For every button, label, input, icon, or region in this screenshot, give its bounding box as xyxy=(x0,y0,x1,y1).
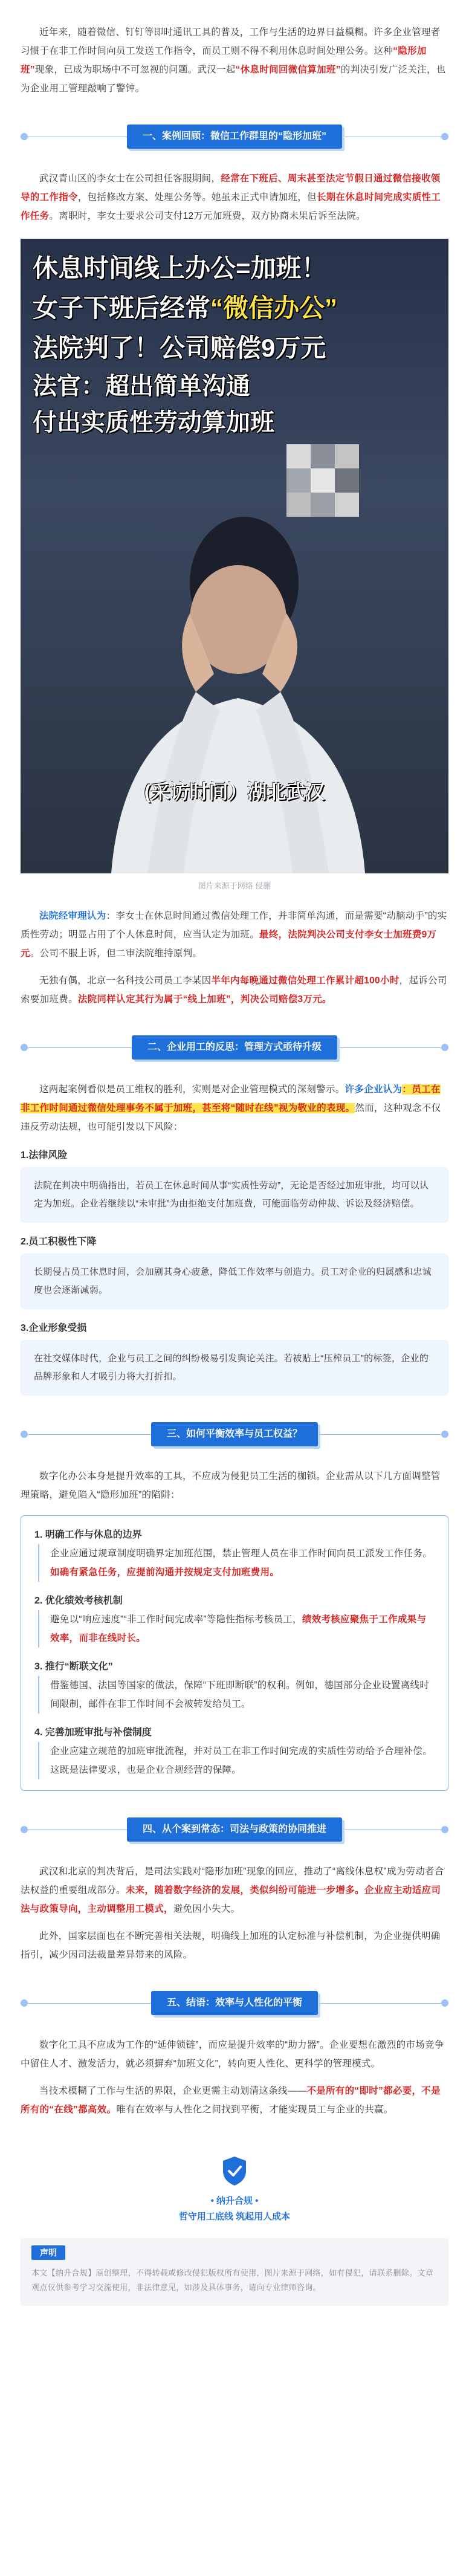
trend-paragraph-2: 此外，国家层面也在不断完善相关法规，明确线上加班的认定标准与补偿机制，为企业提供明确指引，减少因司法裁量差异带来的风险。 xyxy=(21,1931,441,1960)
declaration-box xyxy=(21,2238,448,2306)
footer-slogan: 哲守用工底线 筑起用人成本 xyxy=(178,2212,291,2222)
section-heading-1: 一、案例回顾：微信工作群里的“隐形加班” xyxy=(21,118,448,156)
news-caption: (采访时间）湖北武汉 xyxy=(144,781,325,803)
news-headline: 休息时间线上办公=加班！ 女子下班后经常“微信办公” 法院判了！公司赔偿9万元 法官：超出简单沟通 付出实质性劳动算加班 xyxy=(33,254,338,436)
section-heading-2: 二、企业用工的反思：管理方式亟待升级 xyxy=(21,1029,448,1067)
section-heading-5: 五、结语：效率与人性化的平衡 xyxy=(21,1985,448,2022)
risk-item-2: 2.员工积极性下降 长期侵占员工休息时间，会加剧其身心疲惫，降低工作效率与创造力。员工对企业的归属感和忠诚度也会逐渐减弱。 xyxy=(21,1234,448,1309)
ruling-paragraph-2: 无独有偶，北京一名科技公司员工李某因半年内每晚通过微信处理工作累计超100小时，起诉公司索要加班费。法院同样认定其行为属于“线上加班”，判决公司赔偿3万元。 xyxy=(21,976,447,1005)
intro-section xyxy=(0,0,469,98)
measure-item-3: 3. 推行“断联文化” 借鉴德国、法国等国家的做法，保障“下班即断联”的权利。例如，德国部分企业设置离线时间限制，邮件在非工作时间不会被转发给员工。 xyxy=(34,1659,435,1714)
measure-item-4: 4. 完善加班审批与补偿制度 企业应建立规范的加班审批流程，并对员工在非工作时间完成的实质性劳动给予合理补偿。这既是法律要求，也是企业合规经营的保障。 xyxy=(34,1724,435,1779)
balance-list xyxy=(21,1515,448,1791)
stressed-person-image xyxy=(75,493,401,873)
intro-paragraph: 近年来，随着微信、钉钉等即时通讯工具的普及，工作与生活的边界日益模糊。许多企业管理者习惯于在非工作时间向员工发送工作指令，而员工则不得不利用休息时间处理公务。这种“隐形加班”现象，已成为职场中不可忽视的问题。武汉一起“休息时间回微信算加班”的判决引发广泛关注，也为企业用工管理敲响了警钟。 xyxy=(21,27,446,94)
footer-brand: • 纳升合规 • xyxy=(210,2196,259,2206)
section-heading-3: 三、如何平衡效率与员工权益？ xyxy=(21,1416,448,1454)
shield-check-icon xyxy=(221,2155,248,2187)
news-image xyxy=(21,239,448,873)
section-heading-4: 四、从个案到常态：司法与政策的协同推进 xyxy=(21,1811,448,1849)
risk-item-1: 1.法律风险 法院在判决中明确指出，若员工在休息时间从事“实质性劳动”，无论是否经过加班审批，均可以认定为加班。企业若继续以“未审批”为由拒绝支付加班费，可能面临劳动仲裁、诉讼及经济赔偿。 xyxy=(21,1147,448,1223)
reflection-paragraph: 这两起案例看似是员工维权的胜利，实则是对企业管理模式的深刻警示。许多企业认为：员工在非工作时间通过微信处理事务不属于加班，甚至将“随时在线”视为敬业的表现。然而，这种观念不仅违反劳动法规，也可能引发以下风险： xyxy=(21,1084,441,1132)
declaration-text: 本文【纳升合规】原创整理，不得转载或修改侵犯版权所有使用，图片来源于网络，如有侵犯，请联系删除。文章观点仅供参考学习交流使用，非法律意见，如涉及具体事务，请向专业律师咨询。 xyxy=(31,2268,434,2292)
risk-item-3: 3.企业形象受损 在社交媒体时代，企业与员工之间的纠纷极易引发舆论关注。若被贴上“压榨员工”的标签，企业的品牌形象和人才吸引力将大打折扣。 xyxy=(21,1320,448,1396)
ruling-paragraph-1: 法院经审理认为：李女士在休息时间通过微信处理工作，并非简单沟通，而是需要“动脑动手”的实质性劳动；明显占用了个人休息时间，应当认定为加班。最终，法院判决公司支付李女士加班费9万元。公司不服上诉，但二审法院维持原判。 xyxy=(21,911,447,959)
case-paragraph: 武汉青山区的李女士在公司担任客服期间，经常在下班后、周末甚至法定节假日通过微信接收领导的工作指令，包括修改方案、处理公务等。她虽未正式申请加班，但长期在休息时间完成实质性工作任务。离职时，李女士要求公司支付12万元加班费，双方协商未果后诉至法院。 xyxy=(21,173,441,221)
declaration-title: 声明 xyxy=(31,2245,65,2260)
mosaic-blur xyxy=(286,444,359,529)
balance-intro: 数字化办公本身是提升效率的工具，不应成为侵犯员工生活的枷锁。企业需从以下几方面调整管理策略，避免陷入“隐形加班”的陷阱： xyxy=(21,1471,441,1500)
image-credit: 图片来源于网络 侵删 xyxy=(198,881,271,890)
conclusion-paragraph-1: 数字化工具不应成为工作的“延伸锁链”，而应是提升效率的“助力器”。企业要想在激烈的市场竞争中留住人才、激发活力，就必须摒弃“加班文化”，转向更人性化、更科学的管理模式。 xyxy=(21,2040,444,2069)
footer-badge xyxy=(0,2155,469,2225)
ruling-section xyxy=(0,907,469,1009)
measure-item-2: 2. 优化绩效考核机制 避免以“响应速度”“非工作时间完成率”等隐性指标考核员工，绩效考核应聚焦于工作成果与效率，而非在线时长。 xyxy=(34,1593,435,1648)
trend-paragraph-1: 武汉和北京的判决背后，是司法实践对“隐形加班”现象的回应，推动了“离线休息权”成为劳动者合法权益的重要组成部分。未来，随着数字经济的发展，类似纠纷可能进一步增多。企业应主动适应司法与政策导向，主动调整用工模式，避免因小失大。 xyxy=(21,1866,444,1914)
conclusion-paragraph-2: 当技术模糊了工作与生活的界限，企业更需主动划清这条线——不是所有的“即时”都必要，不是所有的“在线”都高效。唯有在效率与人性化之间找到平衡，才能实现员工与企业的共赢。 xyxy=(21,2086,441,2115)
measure-item-1: 1. 明确工作与休息的边界 企业应通过规章制度明确界定加班范围，禁止管理人员在非工作时间向员工派发工作任务。如确有紧急任务，应提前沟通并按规定支付加班费用。 xyxy=(34,1527,435,1582)
